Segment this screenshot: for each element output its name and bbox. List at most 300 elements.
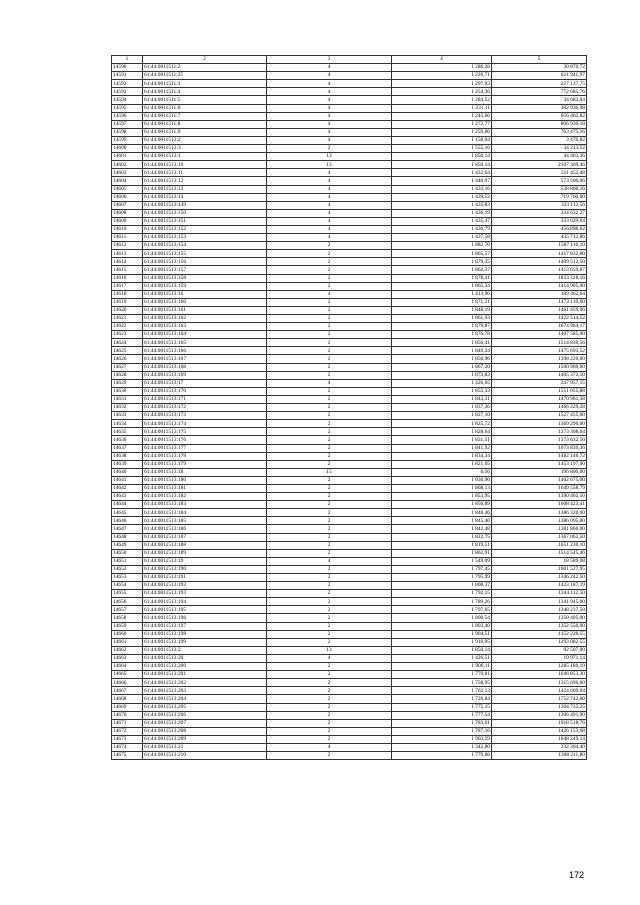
cadastral-number-cell: 61:44:0011513:17 — [143, 379, 267, 387]
row-number-cell: 14609 — [112, 217, 143, 225]
row-number-cell: 14644 — [112, 501, 143, 509]
row-number-cell: 14655 — [112, 590, 143, 598]
row-number-cell: 14647 — [112, 525, 143, 533]
cadastral-number-cell: 61:44:0011513:184 — [143, 509, 267, 517]
cadastral-value-cell: 1348 237,50 — [492, 606, 587, 614]
row-number-cell: 14658 — [112, 614, 143, 622]
category-cell: 2 — [267, 484, 392, 492]
specific-value-cell: 1 834,34 — [392, 452, 492, 460]
table-row — [112, 169, 587, 177]
row-number-cell: 14597 — [112, 120, 143, 128]
cadastral-number-cell: 61:44:0011513:202 — [143, 679, 267, 687]
cadastral-value-cell: 1426 153,68 — [492, 727, 587, 735]
table-row — [112, 646, 587, 654]
cadastral-number-cell: 61:44:0011513:12 — [143, 177, 267, 185]
cadastral-number-cell: 61:44:0011513:2 — [143, 646, 267, 654]
table-row — [112, 533, 587, 541]
table-row — [112, 638, 587, 646]
category-cell: 4 — [267, 209, 392, 217]
cadastral-value-cell: 1649 558,79 — [492, 484, 587, 492]
specific-value-cell: 1 848,19 — [392, 306, 492, 314]
cadastral-value-cell: 1381 860,00 — [492, 525, 587, 533]
specific-value-cell: 1 904,51 — [392, 630, 492, 638]
table-row — [112, 274, 587, 282]
cadastral-number-cell: 61:44:0011511:9 — [143, 128, 267, 136]
cadastral-number-cell: 61:44:0011513:172 — [143, 404, 267, 412]
cadastral-value-cell: 763 475,16 — [492, 128, 587, 136]
specific-value-cell: 1 432,64 — [392, 169, 492, 177]
category-cell: 2 — [267, 735, 392, 743]
category-cell: 2 — [267, 630, 392, 638]
cadastral-value-cell: 1306 491,90 — [492, 711, 587, 719]
row-number-cell: 14656 — [112, 598, 143, 606]
row-number-cell: 14666 — [112, 679, 143, 687]
category-cell: 2 — [267, 493, 392, 501]
row-number-cell: 14603 — [112, 169, 143, 177]
table-row — [112, 476, 587, 484]
cadastral-number-cell: 61:44:0011513:20 — [143, 654, 267, 662]
cadastral-value-cell: 435 712,86 — [492, 234, 587, 242]
specific-value-cell: 1 821,05 — [392, 460, 492, 468]
category-cell: 2 — [267, 614, 392, 622]
row-number-cell: 14630 — [112, 387, 143, 395]
category-cell: 2 — [267, 711, 392, 719]
cadastral-value-cell: 189 462,64 — [492, 290, 587, 298]
category-cell: 2 — [267, 250, 392, 258]
cadastral-number-cell: 61:44:0011513:162 — [143, 315, 267, 323]
category-cell: 4 — [267, 128, 392, 136]
specific-value-cell: 1 789,26 — [392, 598, 492, 606]
specific-value-cell: 1 555,16 — [392, 145, 492, 153]
table-row — [112, 509, 587, 517]
specific-value-cell: 1 792,15 — [392, 590, 492, 598]
category-cell: 2 — [267, 671, 392, 679]
table-row — [112, 711, 587, 719]
cadastral-number-cell: 61:44:0011513:168 — [143, 363, 267, 371]
row-number-cell: 14595 — [112, 104, 143, 112]
specific-value-cell: 1 342,80 — [392, 743, 492, 751]
category-cell: 2 — [267, 420, 392, 428]
category-cell: 2 — [267, 525, 392, 533]
category-cell: 2 — [267, 476, 392, 484]
table-row — [112, 96, 587, 104]
table-row — [112, 209, 587, 217]
specific-value-cell: 1 842,48 — [392, 525, 492, 533]
cadastral-number-cell: 61:44:0011511:6 — [143, 104, 267, 112]
category-cell: 2 — [267, 258, 392, 266]
row-number-cell: 14672 — [112, 727, 143, 735]
category-cell: 4 — [267, 201, 392, 209]
specific-value-cell: 1 726,84 — [392, 695, 492, 703]
row-number-cell: 14600 — [112, 145, 143, 153]
cadastral-number-cell: 61:44:0011513:209 — [143, 735, 267, 743]
cadastral-value-cell: 1386 095,00 — [492, 517, 587, 525]
category-cell: 4 — [267, 193, 392, 201]
row-number-cell: 14646 — [112, 517, 143, 525]
cadastral-number-cell: 61:44:0011513:166 — [143, 347, 267, 355]
row-number-cell: 14660 — [112, 630, 143, 638]
specific-value-cell: 1 850,14 — [392, 646, 492, 654]
category-cell: 2 — [267, 412, 392, 420]
row-number-cell: 14617 — [112, 282, 143, 290]
row-number-cell: 14596 — [112, 112, 143, 120]
category-cell: 2 — [267, 282, 392, 290]
column-header-5: 5 — [492, 56, 587, 64]
specific-value-cell: 1 867,20 — [392, 363, 492, 371]
category-cell: 4 — [267, 80, 392, 88]
category-cell: 2 — [267, 727, 392, 735]
category-cell: 4 — [267, 225, 392, 233]
table-row — [112, 347, 587, 355]
table-body — [112, 64, 587, 760]
category-cell: 2 — [267, 574, 392, 582]
specific-value-cell: 1 800,54 — [392, 614, 492, 622]
cadastral-value-cell: 1514 830,56 — [492, 339, 587, 347]
cadastral-value-cell: 227 137,75 — [492, 80, 587, 88]
category-cell: 2 — [267, 387, 392, 395]
specific-value-cell: 1 245,66 — [392, 112, 492, 120]
cadastral-number-cell: 61:44:0011513:164 — [143, 331, 267, 339]
category-cell: 2 — [267, 638, 392, 646]
category-cell: 2 — [267, 298, 392, 306]
cadastral-value-cell: 1752 742,60 — [492, 695, 587, 703]
table-row — [112, 290, 587, 298]
cadastral-value-cell: 1346 242,50 — [492, 574, 587, 582]
cadastral-value-cell: 1417 832,80 — [492, 250, 587, 258]
row-number-cell: 14674 — [112, 743, 143, 751]
category-cell: 2 — [267, 274, 392, 282]
table-row — [112, 428, 587, 436]
table-row — [112, 339, 587, 347]
category-cell: 2 — [267, 355, 392, 363]
category-cell: 2 — [267, 315, 392, 323]
table-row — [112, 266, 587, 274]
specific-value-cell: 1 879,87 — [392, 323, 492, 331]
table-row — [112, 331, 587, 339]
specific-value-cell: 1 836,90 — [392, 476, 492, 484]
cadastral-number-cell: 61:44:0011513:18 — [143, 468, 267, 476]
table-row — [112, 614, 587, 622]
cadastral-value-cell: 1551 055,88 — [492, 387, 587, 395]
cadastral-value-cell: 1466 229,28 — [492, 404, 587, 412]
specific-value-cell: 1 856,41 — [392, 339, 492, 347]
category-cell: 13 — [267, 161, 392, 169]
table-row — [112, 541, 587, 549]
cadastral-value-cell: 1308 211,80 — [492, 752, 587, 760]
cadastral-value-cell: 1369 290,00 — [492, 420, 587, 428]
specific-value-cell: 1 845,46 — [392, 517, 492, 525]
table-row — [112, 436, 587, 444]
row-number-cell: 14616 — [112, 274, 143, 282]
category-cell: 2 — [267, 687, 392, 695]
row-number-cell: 14652 — [112, 565, 143, 573]
table-row — [112, 371, 587, 379]
table-row — [112, 298, 587, 306]
cadastral-value-cell: 1407 585,00 — [492, 331, 587, 339]
cadastral-number-cell: 61:44:0011513:156 — [143, 258, 267, 266]
specific-value-cell: 1 900,11 — [392, 663, 492, 671]
category-cell: 2 — [267, 598, 392, 606]
row-number-cell: 14661 — [112, 638, 143, 646]
row-number-cell: 14615 — [112, 266, 143, 274]
row-number-cell: 14606 — [112, 193, 143, 201]
specific-value-cell: 1 849,24 — [392, 347, 492, 355]
cadastral-number-cell: 61:44:0011513:190 — [143, 565, 267, 573]
row-number-cell: 14594 — [112, 96, 143, 104]
cadastral-number-cell: 61:44:0011513:161 — [143, 306, 267, 314]
specific-value-cell: 1 903,29 — [392, 735, 492, 743]
table-row — [112, 387, 587, 395]
cadastral-value-cell: 1453 197,90 — [492, 460, 587, 468]
category-cell: 2 — [267, 663, 392, 671]
cadastral-number-cell: 61:44:0011513:19 — [143, 557, 267, 565]
cadastral-number-cell: 61:44:0011513:187 — [143, 533, 267, 541]
category-cell: 2 — [267, 517, 392, 525]
cadastral-value-cell: 2107 309,46 — [492, 161, 587, 169]
table-row — [112, 687, 587, 695]
specific-value-cell: 1 777,54 — [392, 711, 492, 719]
specific-value-cell: 1 882,70 — [392, 242, 492, 250]
cadastral-number-cell: 61:44:0011513:179 — [143, 460, 267, 468]
specific-value-cell: 1 850,14 — [392, 153, 492, 161]
cadastral-number-cell: 61:44:0011513:171 — [143, 395, 267, 403]
category-cell: 2 — [267, 404, 392, 412]
category-cell: 2 — [267, 444, 392, 452]
row-number-cell: 14590 — [112, 64, 143, 72]
specific-value-cell: 1 871,21 — [392, 298, 492, 306]
row-number-cell: 14641 — [112, 476, 143, 484]
row-number-cell: 14645 — [112, 509, 143, 517]
table-row — [112, 88, 587, 96]
category-cell: 4 — [267, 379, 392, 387]
row-number-cell: 14618 — [112, 290, 143, 298]
table-row — [112, 679, 587, 687]
cadastral-value-cell: 1398 220,00 — [492, 355, 587, 363]
table-row — [112, 727, 587, 735]
cadastral-value-cell: 19 971,14 — [492, 654, 587, 662]
specific-value-cell: 1 272,77 — [392, 120, 492, 128]
row-number-cell: 14592 — [112, 80, 143, 88]
specific-value-cell: 1 435,83 — [392, 201, 492, 209]
table-row — [112, 493, 587, 501]
row-number-cell: 14598 — [112, 128, 143, 136]
cadastral-number-cell: 61:44:0011513:205 — [143, 703, 267, 711]
cadastral-number-cell: 61:44:0011513:186 — [143, 525, 267, 533]
table-row — [112, 719, 587, 727]
cadastral-value-cell: 1073 839,36 — [492, 444, 587, 452]
row-number-cell: 14619 — [112, 298, 143, 306]
category-cell: 2 — [267, 606, 392, 614]
cadastral-number-cell: 61:44:0011513:16 — [143, 290, 267, 298]
cadastral-value-cell: 1470 961,38 — [492, 395, 587, 403]
cadastral-value-cell: 573 506,06 — [492, 177, 587, 185]
cadastral-number-cell: 61:44:0011513:181 — [143, 484, 267, 492]
category-cell: 13 — [267, 153, 392, 161]
cadastral-value-cell: 1352 550,00 — [492, 622, 587, 630]
table-row — [112, 484, 587, 492]
row-number-cell: 14612 — [112, 242, 143, 250]
specific-value-cell: 1 868,13 — [392, 484, 492, 492]
cadastral-number-cell: 61:44:0011513:11 — [143, 169, 267, 177]
cadastral-number-cell: 61:44:0011513:174 — [143, 420, 267, 428]
cadastral-value-cell: 806 936,18 — [492, 120, 587, 128]
row-number-cell: 14640 — [112, 468, 143, 476]
cadastral-value-cell: 333 029,04 — [492, 217, 587, 225]
specific-value-cell: 1 254,36 — [392, 88, 492, 96]
table-row — [112, 234, 587, 242]
specific-value-cell: 1 876,78 — [392, 331, 492, 339]
row-number-cell: 14649 — [112, 541, 143, 549]
specific-value-cell: 1 763,13 — [392, 687, 492, 695]
row-number-cell: 14624 — [112, 339, 143, 347]
table-row — [112, 128, 587, 136]
cadastral-value-cell: 1674 964,17 — [492, 323, 587, 331]
cadastral-value-cell: 1424 609,04 — [492, 687, 587, 695]
cadastral-value-cell: 1472 119,60 — [492, 298, 587, 306]
table-row — [112, 468, 587, 476]
specific-value-cell: 1 853,95 — [392, 493, 492, 501]
cadastral-value-cell: 44 403,36 — [492, 153, 587, 161]
category-cell: 4 — [267, 72, 392, 80]
row-number-cell: 14648 — [112, 533, 143, 541]
cadastral-number-cell: 61:44:0011513:195 — [143, 606, 267, 614]
cadastral-value-cell: 247 957,15 — [492, 379, 587, 387]
row-number-cell: 14671 — [112, 719, 143, 727]
row-number-cell: 14654 — [112, 582, 143, 590]
row-number-cell: 14636 — [112, 436, 143, 444]
specific-value-cell: 1 878,41 — [392, 274, 492, 282]
table-row — [112, 201, 587, 209]
cadastral-number-cell: 61:44:0011513:165 — [143, 339, 267, 347]
category-cell: 4 — [267, 64, 392, 72]
row-number-cell: 14657 — [112, 606, 143, 614]
cadastral-value-cell: 511 452,48 — [492, 169, 587, 177]
row-number-cell: 14633 — [112, 412, 143, 420]
cadastral-value-cell: 1350 405,00 — [492, 614, 587, 622]
cadastral-number-cell: 61:44:0011513:169 — [143, 371, 267, 379]
row-number-cell: 14675 — [112, 752, 143, 760]
specific-value-cell: 1 797,45 — [392, 565, 492, 573]
category-cell: 2 — [267, 306, 392, 314]
category-cell: 4 — [267, 88, 392, 96]
row-number-cell: 14663 — [112, 654, 143, 662]
cadastral-number-cell: 61:44:0011513:154 — [143, 242, 267, 250]
specific-value-cell: 1 775,15 — [392, 703, 492, 711]
cadastral-value-cell: 1422 514,52 — [492, 315, 587, 323]
table-row — [112, 557, 587, 565]
specific-value-cell: 1 433,16 — [392, 185, 492, 193]
table-row — [112, 630, 587, 638]
cadastral-number-cell: 61:44:0011513:21 — [143, 743, 267, 751]
specific-value-cell: 1 226,71 — [392, 72, 492, 80]
specific-value-cell: 1 827,10 — [392, 412, 492, 420]
table-row — [112, 315, 587, 323]
category-cell: 2 — [267, 549, 392, 557]
category-cell: 2 — [267, 323, 392, 331]
table-row — [112, 72, 587, 80]
specific-value-cell: 1 158,94 — [392, 136, 492, 144]
specific-value-cell: 1 856,89 — [392, 501, 492, 509]
table-row — [112, 590, 587, 598]
table-row — [112, 161, 587, 169]
cadastral-number-cell: 61:44:0011513:153 — [143, 234, 267, 242]
cadastral-number-cell: 61:44:0011513:193 — [143, 590, 267, 598]
category-cell: 2 — [267, 339, 392, 347]
category-cell: 2 — [267, 460, 392, 468]
table-row — [112, 501, 587, 509]
cadastral-number-cell: 61:44:0011513:210 — [143, 752, 267, 760]
category-cell: 2 — [267, 266, 392, 274]
cadastral-number-cell: 61:44:0011513:178 — [143, 452, 267, 460]
category-cell: 4 — [267, 177, 392, 185]
column-header-4: 4 — [392, 56, 492, 64]
row-number-cell: 14665 — [112, 671, 143, 679]
category-cell: 2 — [267, 436, 392, 444]
row-number-cell: 14605 — [112, 185, 143, 193]
row-number-cell: 14662 — [112, 646, 143, 654]
category-cell: 4 — [267, 112, 392, 120]
cadastral-number-cell: 61:44:0011513:175 — [143, 428, 267, 436]
specific-value-cell: 1 439,52 — [392, 193, 492, 201]
table-row — [112, 145, 587, 153]
cadastral-number-cell: 61:44:0011513:10 — [143, 161, 267, 169]
cadastral-value-cell: 334 632,27 — [492, 209, 587, 217]
specific-value-cell: 1 862,91 — [392, 549, 492, 557]
category-cell: 4 — [267, 136, 392, 144]
specific-value-cell: 1 879,35 — [392, 258, 492, 266]
cadastral-number-cell: 61:44:0011511:8 — [143, 120, 267, 128]
category-cell: 2 — [267, 145, 392, 153]
specific-value-cell: 1 797,65 — [392, 606, 492, 614]
table-row — [112, 193, 587, 201]
cadastral-value-cell: 1833 328,16 — [492, 274, 587, 282]
category-cell: 4 — [267, 234, 392, 242]
category-cell: 2 — [267, 501, 392, 509]
row-number-cell: 14629 — [112, 379, 143, 387]
category-cell: 2 — [267, 371, 392, 379]
row-number-cell: 14642 — [112, 484, 143, 492]
table-row — [112, 225, 587, 233]
cadastral-value-cell: 92 507,00 — [492, 646, 587, 654]
cadastral-number-cell: 61:44:0011513:150 — [143, 209, 267, 217]
category-cell: 2 — [267, 582, 392, 590]
specific-value-cell: 1 831,51 — [392, 436, 492, 444]
specific-value-cell: 1 819,51 — [392, 541, 492, 549]
cadastral-number-cell: 61:44:0011511:5 — [143, 96, 267, 104]
table-row — [112, 282, 587, 290]
table-row — [112, 606, 587, 614]
row-number-cell: 14593 — [112, 88, 143, 96]
table-row — [112, 574, 587, 582]
cadastral-value-cell: 538 868,16 — [492, 185, 587, 193]
cadastral-value-cell: 1918 518,76 — [492, 719, 587, 727]
cadastral-number-cell: 61:44:0011513:14 — [143, 193, 267, 201]
cadastral-value-cell: 1601 527,95 — [492, 565, 587, 573]
category-cell: 2 — [267, 590, 392, 598]
row-number-cell: 14635 — [112, 428, 143, 436]
cadastral-value-cell: 1344 112,50 — [492, 590, 587, 598]
cadastral-value-table — [111, 55, 587, 760]
specific-value-cell: 1 910,95 — [392, 638, 492, 646]
specific-value-cell: 1 803,40 — [392, 622, 492, 630]
table-row — [112, 695, 587, 703]
row-number-cell: 14628 — [112, 371, 143, 379]
cadastral-number-cell: 61:44:0011512:2 — [143, 136, 267, 144]
table-row — [112, 64, 587, 72]
cadastral-value-cell: 1651 230,10 — [492, 541, 587, 549]
cadastral-value-cell: 1386 320,00 — [492, 509, 587, 517]
table-row — [112, 752, 587, 760]
